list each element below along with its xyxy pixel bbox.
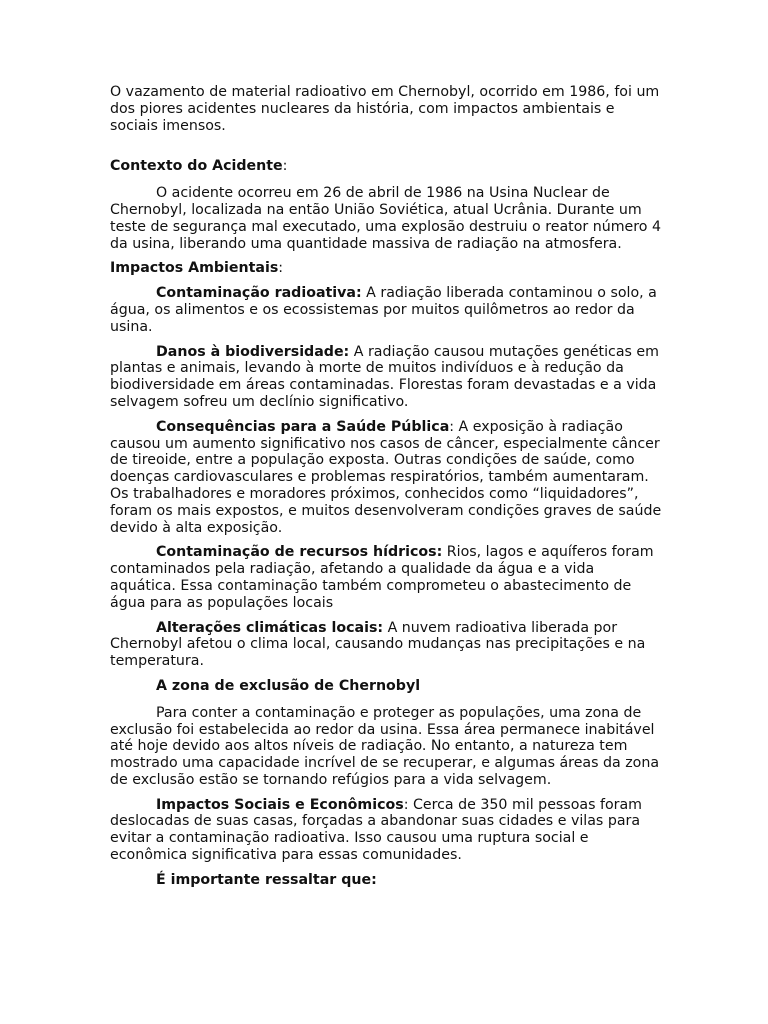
document-page <box>110 84 662 897</box>
zona-heading <box>110 678 662 695</box>
contexto-body: O acidente ocorreu em 26 de abril de 1986 na Usina Nuclear de Chernobyl, localizada na então União Soviética, atual Ucrânia. Durante um teste de segurança mal executado, uma explosão destruiu o reator número 4 da usina, liberando uma quantidade massiva de radiação na atmosfera. <box>110 185 661 252</box>
zona-heading-label: A zona de exclusão de Chernobyl <box>156 677 421 694</box>
impact-item-hidricos <box>110 544 662 611</box>
impact-item-title: Alterações climáticas locais: <box>156 619 384 636</box>
contexto-heading <box>110 158 662 175</box>
impactos-heading <box>110 260 662 277</box>
impact-item-text: : A exposição à radiação causou um aumento significativo nos casos de câncer, especialmente câncer de tireoide, entre a população exposta. Outras condições de saúde, como doenças cardiovasculares e problemas respiratórios, também aumentaram. Os trabalhadores e moradores próximos, conhecidos como “liquidadores”, foram os mais expostos, e muitos desenvolveram condições graves de saúde devido à alta exposição. <box>110 418 662 536</box>
sociais-text: : Cerca de 350 mil pessoas foram deslocadas de suas casas, forçadas a abandonar suas cidades e vilas para evitar a contaminação radioativa. Isso causou uma ruptura social e econômica significativa para essas comunidades. <box>110 796 642 864</box>
impactos-heading-label: Impactos Ambientais <box>110 260 279 277</box>
ressaltar-label: É importante ressaltar que: <box>156 871 377 888</box>
impactos-heading-colon: : <box>278 260 284 277</box>
intro-paragraph: O vazamento de material radioativo em Chernobyl, ocorrido em 1986, foi um dos piores acidentes nucleares da história, com impactos ambientais e sociais imensos. <box>110 84 660 134</box>
ressaltar-heading <box>110 872 662 889</box>
sociais-title: Impactos Sociais e Econômicos <box>156 796 404 813</box>
contexto-heading-label: Contexto do Acidente <box>110 158 283 175</box>
impact-item-title: Danos à biodiversidade: <box>156 343 350 360</box>
impact-item-title: Contaminação de recursos hídricos: <box>156 544 443 561</box>
impact-item-title: Consequências para a Saúde Pública <box>156 418 450 435</box>
impact-item-title: Contaminação radioativa: <box>156 285 362 302</box>
impact-item-biodiversidade <box>110 344 662 411</box>
impact-item-text: A nuvem radioativa liberada por Chernobyl afetou o clima local, causando mudanças nas precipitações e na temperatura. <box>110 619 646 670</box>
impact-item-saude <box>110 419 662 537</box>
sociais-paragraph <box>110 797 662 864</box>
impact-item-text: A radiação causou mutações genéticas em plantas e animais, levando à morte de muitos indivíduos e à redução da biodiversidade em áreas contaminadas. Florestas foram devastadas e a vida selvagem sofreu um declínio significativo. <box>110 343 659 410</box>
impact-item-contaminacao <box>110 285 662 335</box>
impact-item-climaticas <box>110 620 662 670</box>
contexto-heading-colon: : <box>282 158 288 175</box>
impact-item-text: A radiação liberada contaminou o solo, a água, os alimentos e os ecossistemas por muitos quilômetros ao redor da usina. <box>110 285 657 335</box>
impact-item-text: Rios, lagos e aquíferos foram contaminados pela radiação, afetando a qualidade da água e a vida aquática. Essa contaminação também comprometeu o abastecimento de água para as populações locais <box>110 544 654 611</box>
zona-body: Para conter a contaminação e proteger as populações, uma zona de exclusão foi estabelecida ao redor da usina. Essa área permanece inabitável até hoje devido aos altos níveis de radiação. No entanto, a natureza tem mostrado uma capacidade incrível de se recuperar, e algumas áreas da zona de exclusão estão se tornando refúgios para a vida selvagem. <box>110 704 660 788</box>
